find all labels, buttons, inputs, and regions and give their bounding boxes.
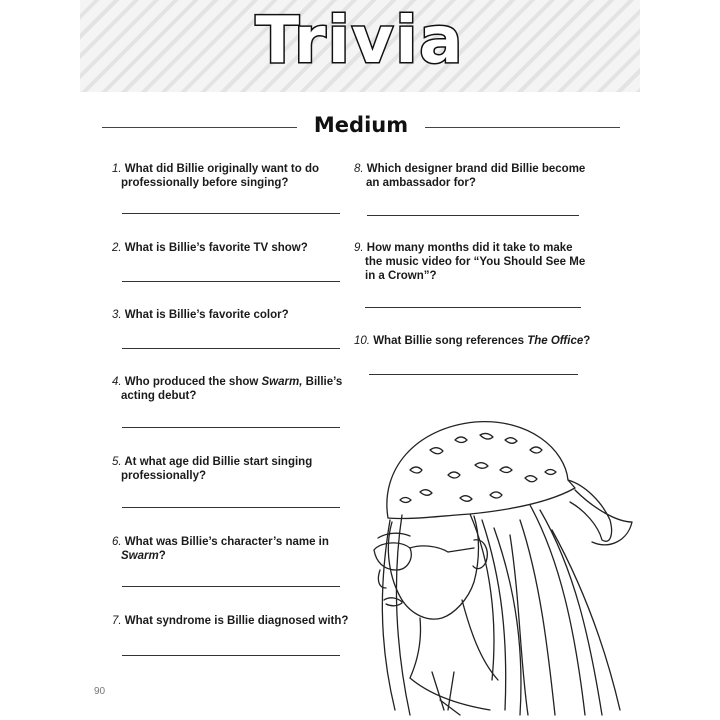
question-number: 1. xyxy=(112,163,122,175)
answer-line-7[interactable] xyxy=(122,655,340,656)
section-label: Medium xyxy=(313,113,409,137)
question-number: 10. xyxy=(354,335,370,347)
divider-line-left xyxy=(102,127,297,128)
page-title: Trivia xyxy=(255,4,465,78)
question-number: 3. xyxy=(112,309,122,321)
worksheet-page xyxy=(80,0,640,720)
answer-line-2[interactable] xyxy=(122,281,340,282)
answer-line-6[interactable] xyxy=(122,586,340,587)
question-text: acting debut? xyxy=(121,390,197,402)
question-text: professionally before singing? xyxy=(121,177,289,189)
question-text-italic: The Office xyxy=(527,335,584,347)
divider-line-right xyxy=(425,127,620,128)
question-number: 8. xyxy=(354,163,364,175)
question-number: 4. xyxy=(112,376,122,388)
question-text: Which designer brand did Billie become xyxy=(366,163,586,175)
question-text: an ambassador for? xyxy=(366,177,476,189)
question-text: Who produced the show xyxy=(124,376,262,388)
question-text: What did Billie originally want to do xyxy=(124,163,320,175)
question-7 xyxy=(112,614,362,628)
question-text: ? xyxy=(583,335,591,347)
question-5 xyxy=(112,455,352,483)
question-text-italic: Swarm, xyxy=(261,376,303,388)
question-text: the music video for “You Should See Me xyxy=(365,256,586,268)
question-text: professionally? xyxy=(121,470,206,482)
answer-line-3[interactable] xyxy=(122,348,340,349)
answer-line-1[interactable] xyxy=(122,213,340,214)
question-1 xyxy=(112,162,352,190)
answer-line-8[interactable] xyxy=(367,215,579,216)
question-8 xyxy=(354,162,604,190)
answer-line-10[interactable] xyxy=(369,374,578,375)
question-number: 2. xyxy=(112,242,122,254)
question-6 xyxy=(112,535,352,563)
girl-with-bandana-illustration xyxy=(370,410,640,720)
question-number: 6. xyxy=(112,536,122,548)
question-text: What is Billie’s favorite color? xyxy=(124,309,289,321)
question-4 xyxy=(112,375,352,403)
question-2 xyxy=(112,241,352,255)
question-text: What Billie song references xyxy=(373,335,528,347)
page-number: 90 xyxy=(94,686,106,697)
question-3 xyxy=(112,308,352,322)
question-text: What was Billie’s character’s name in xyxy=(124,536,329,548)
question-number: 5. xyxy=(112,456,122,468)
question-10 xyxy=(354,334,614,348)
question-number: 9. xyxy=(354,242,364,254)
question-text: At what age did Billie start singing xyxy=(124,456,313,468)
question-text: in a Crown”? xyxy=(365,270,437,282)
question-text: What syndrome is Billie diagnosed with? xyxy=(124,615,349,627)
question-text: What is Billie’s favorite TV show? xyxy=(124,242,308,254)
question-text-italic: Swarm xyxy=(121,550,159,562)
answer-line-5[interactable] xyxy=(122,507,340,508)
question-text: Billie’s xyxy=(302,376,343,388)
answer-line-4[interactable] xyxy=(122,427,340,428)
section-divider xyxy=(102,113,620,141)
answer-line-9[interactable] xyxy=(365,307,581,308)
question-number: 7. xyxy=(112,615,122,627)
question-text: How many months did it take to make xyxy=(366,242,573,254)
question-9 xyxy=(354,241,604,283)
question-text: ? xyxy=(158,550,166,562)
